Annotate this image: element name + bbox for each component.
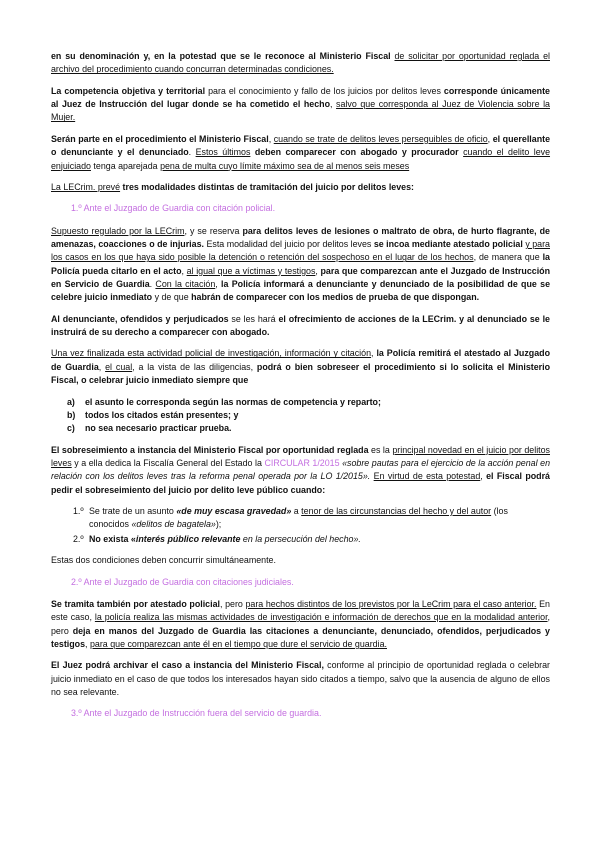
paragraph-actividad-policial: Una vez finalizada esta actividad policial de investigación, información y citación, la Policía remitirá el atestado al Juzgado de Guardia, el cual, a la vista de las diligencias, podrá o bien sobreseer el procedimiento si lo solicita el Ministerio Fiscal, o celebrar juicio inmediato siempre que [51,348,551,386]
paragraph-partes: Serán parte en el procedimiento el Ministerio Fiscal, cuando se trate de delitos leves perseguibles de oficio, el querellante o denunciante y el denunciado. Estos últimos deben comparecer con abogado y procurador cuando el delito leve enjuiciado tenga aparejada pena de multa cuyo límite máximo sea de al menos seis meses [51,133,551,171]
paragraph-archivo: El Juez podrá archivar el caso a instancia del Ministerio Fiscal, conforme al principio de oportunidad reglada o celebrar juicio inmediato en el caso de que todos los interesados hayan sido citados a tiempo, salvo que la ausencia de alguno de ellos no sea relevante. [51,660,550,698]
list-item: c) no sea necesario practicar prueba. [67,423,232,434]
paragraph-sobreseimiento: El sobreseimiento a instancia del Ministerio Fiscal por oportunidad reglada es la principal novedad en el juicio por delitos leves y a ella dedica la Fiscalía General del Estado la CIRCULAR 1/2015 «sobre pautas para el ejercicio de la acción penal en relación con los delitos leves tras la reforma penal operada por la LO 1/2015». En virtud de esta potestad, el Fiscal podrá pedir el sobreseimiento del juicio por delito leve público cuando: [51,444,551,495]
paragraph-modalidades: La LECrim. prevé tres modalidades distintas de tramitación del juicio por delitos leves: [51,181,414,192]
list-item: b) todos los citados están presentes; y [67,409,239,420]
paragraph-supuesto: Supuesto regulado por la LECrim, y se reserva para delitos leves de lesiones o maltrato de obra, de hurto flagrante, de amenazas, coacciones o de injurias. Esta modalidad del juicio por delitos leves se incoa mediante atestado policial y para los casos en los que haya sido posible la detención o retención del sospechoso en el lugar de los hechos, de manera que la Policía pueda citarlo en el acto, al igual que a víctimas y testigos, para que comparezcan ante el Juzgado de Instrucción en Servicio de Guardia. Con la citación, la Policía informará a denunciante y denunciado de la posibilidad de que se celebre juicio inmediato y de que habrán de comparecer con los medios de prueba de que dispongan. [51,225,551,303]
list-item: 1.º Se trate de un asunto «de muy escasa gravedad» a tenor de las circunstancias del hecho y del autor (los conocidos «delitos de bagatela»); [73,506,508,530]
circular-reference: CIRCULAR 1/2015 [264,457,340,468]
paragraph-competencia: La competencia objetiva y territorial para el conocimiento y fallo de los juicios por delitos leves corresponde únicamente al Juez de Instrucción del lugar donde se ha cometido el hecho, salvo que corresponda al Juez de Violencia sobre la Mujer. [51,85,550,123]
section-heading-3: 3.º Ante el Juzgado de Instrucción fuera del servicio de guardia. [71,708,322,719]
paragraph-tramitacion: Se tramita también por atestado policial, pero para hechos distintos de los previstos por la LeCrim para el caso anterior. En este caso, la policía realiza las mismas actividades de investigación e información de derechos que en la modalidad anterior, pero deja en manos del Juzgado de Guardia las citaciones a denunciante, denunciado, ofendidos, perjudicados y testigos, para que comparezcan ante él en el tiempo que dure el servicio de guardia. [51,598,551,649]
requirements-list [51,505,550,546]
list-item: a) el asunto le corresponda según las normas de competencia y reparto; [67,396,381,407]
paragraph-denunciante: Al denunciante, ofendidos y perjudicados se les hará el ofrecimiento de acciones de la LECrim. y al denunciado se le instruirá de su derecho a comparecer con abogado. [51,313,550,338]
section-heading-2: 2.º Ante el Juzgado de Guardia con citaciones judiciales. [71,576,294,587]
conditions-list [51,396,550,436]
section-heading-1: 1.º Ante el Juzgado de Guardia con citación policial. [71,203,276,214]
list-item: 2.º No exista «interés público relevante en la persecución del hecho». [73,533,361,544]
paragraph-denominacion: en su denominación y, en la potestad que se le reconoce al Ministerio Fiscal de solicitar por oportunidad reglada el archivo del procedimiento cuando concurran determinadas condiciones. [51,51,550,75]
paragraph-condiciones: Estas dos condiciones deben concurrir simultáneamente. [51,555,276,566]
